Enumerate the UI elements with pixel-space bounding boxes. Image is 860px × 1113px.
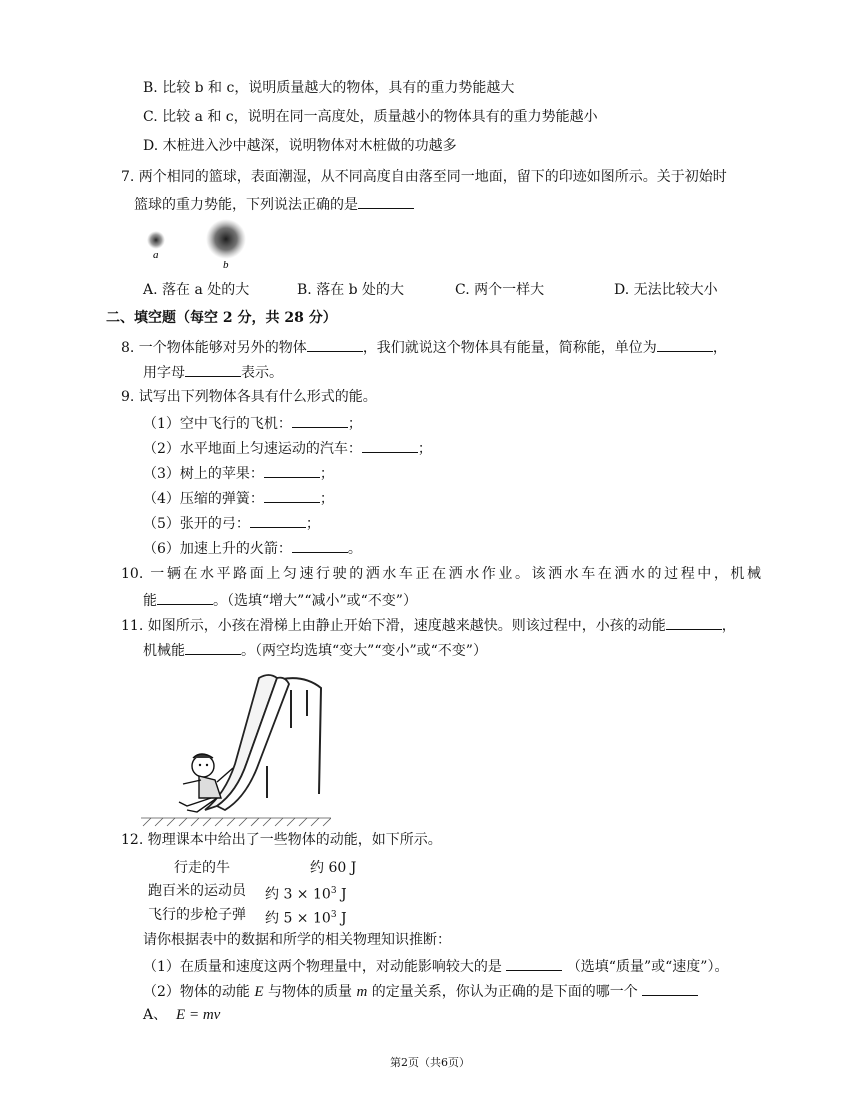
q12-option-a[interactable]: A、 E = mv	[143, 1007, 221, 1023]
answer-blank[interactable]	[264, 462, 320, 478]
q7-stem-line1: 7. 两个相同的篮球，表面潮湿，从不同高度自由落至同一地面，留下的印迹如图所示。关于初始时	[121, 169, 727, 185]
answer-blank[interactable]	[362, 437, 418, 453]
q9-item: （5）张开的弓： ；	[143, 512, 320, 535]
q12-prompt: 请你根据表中的数据和所学的相关物理知识推断：	[143, 932, 451, 948]
q7-stem-line2: 篮球的重力势能，下列说法正确的是	[134, 193, 414, 216]
slide-illustration	[141, 670, 331, 828]
q12-row-value: 约 $3 \times 10^3$ J	[265, 886, 347, 903]
answer-blank[interactable]	[292, 537, 348, 553]
mark-b	[206, 219, 246, 259]
q9-item: （4）压缩的弹簧： ；	[143, 487, 334, 510]
q8-line2: 用字母 表示。	[143, 361, 283, 384]
q12-row-name: 跑百米的运动员	[148, 883, 246, 899]
q7-option-b[interactable]: B. 落在 b 处的大	[297, 282, 405, 298]
q6-option-c: C. 比较 a 和 c，说明在同一高度处，质量越小的物体具有的重力势能越小	[143, 109, 598, 125]
answer-blank[interactable]	[292, 412, 348, 428]
answer-blank[interactable]	[666, 614, 722, 630]
q6-option-b: B. 比较 b 和 c，说明质量越大的物体，具有的重力势能越大	[143, 80, 515, 96]
answer-blank[interactable]	[185, 639, 241, 655]
q9-item: （6）加速上升的火箭： 。	[143, 537, 362, 560]
section-title: 二、填空题（每空 2 分，共 28 分）	[106, 310, 337, 326]
mark-a	[147, 231, 165, 249]
q12-row-value: 约 60 J	[310, 860, 357, 876]
q7-option-d[interactable]: D. 无法比较大小	[614, 282, 718, 298]
mark-label-a: a	[153, 249, 159, 261]
q6-option-d: D. 木桩进入沙中越深，说明物体对木桩做的功越多	[143, 138, 457, 154]
q7-option-a[interactable]: A. 落在 a 处的大	[143, 282, 250, 298]
q8-line1: 8. 一个物体能够对另外的物体 ，我们就说这个物体具有能量，简称能，单位为 ，	[121, 336, 727, 359]
q12-sub2: （2）物体的动能 E 与物体的质量 m 的定量关系，你认为正确的是下面的哪一个	[143, 980, 698, 1003]
q12-row-name: 飞行的步枪子弹	[148, 907, 246, 923]
answer-blank[interactable]	[307, 336, 363, 352]
answer-blank[interactable]	[185, 361, 241, 377]
answer-blank[interactable]	[506, 955, 562, 971]
q10-line1: 10. 一辆在水平路面上匀速行驶的洒水车正在洒水作业。该洒水车在洒水的过程中，机械	[121, 566, 761, 582]
q12-sub1: （1）在质量和速度这两个物理量中，对动能影响较大的是 （选填“质量”或“速度”）。	[143, 955, 728, 978]
q12-stem: 12. 物理课本中给出了一些物体的动能，如下所示。	[121, 832, 442, 848]
answer-blank[interactable]	[250, 512, 306, 528]
basketball-marks-figure	[140, 218, 250, 270]
q12-row-value: 约 $5 \times 10^3$ J	[265, 910, 347, 927]
mark-label-b: b	[223, 259, 229, 270]
q9-item: （1）空中飞行的飞机： ；	[143, 412, 362, 435]
answer-blank[interactable]	[264, 487, 320, 503]
q10-line2: 能 。（选填“增大”“减小”或“不变”）	[143, 589, 417, 612]
q12-row-name: 行走的牛	[174, 860, 230, 876]
answer-blank[interactable]	[157, 589, 213, 605]
q9-item: （2）水平地面上匀速运动的汽车： ；	[143, 437, 432, 460]
q9-item: （3）树上的苹果： ；	[143, 462, 334, 485]
page-footer: 第2页（共6页）	[390, 1056, 470, 1069]
q7-option-c[interactable]: C. 两个一样大	[455, 282, 545, 298]
answer-blank[interactable]	[657, 336, 713, 352]
answer-blank[interactable]	[642, 980, 698, 996]
q11-line2: 机械能 。（两空均选填“变大”“变小”或“不变”）	[143, 639, 487, 662]
answer-blank[interactable]	[358, 193, 414, 209]
q11-line1: 11. 如图所示，小孩在滑梯上由静止开始下滑，速度越来越快。则该过程中，小孩的动能 ，	[121, 614, 736, 637]
q9-stem: 9. 试写出下列物体各具有什么形式的能。	[121, 389, 377, 405]
